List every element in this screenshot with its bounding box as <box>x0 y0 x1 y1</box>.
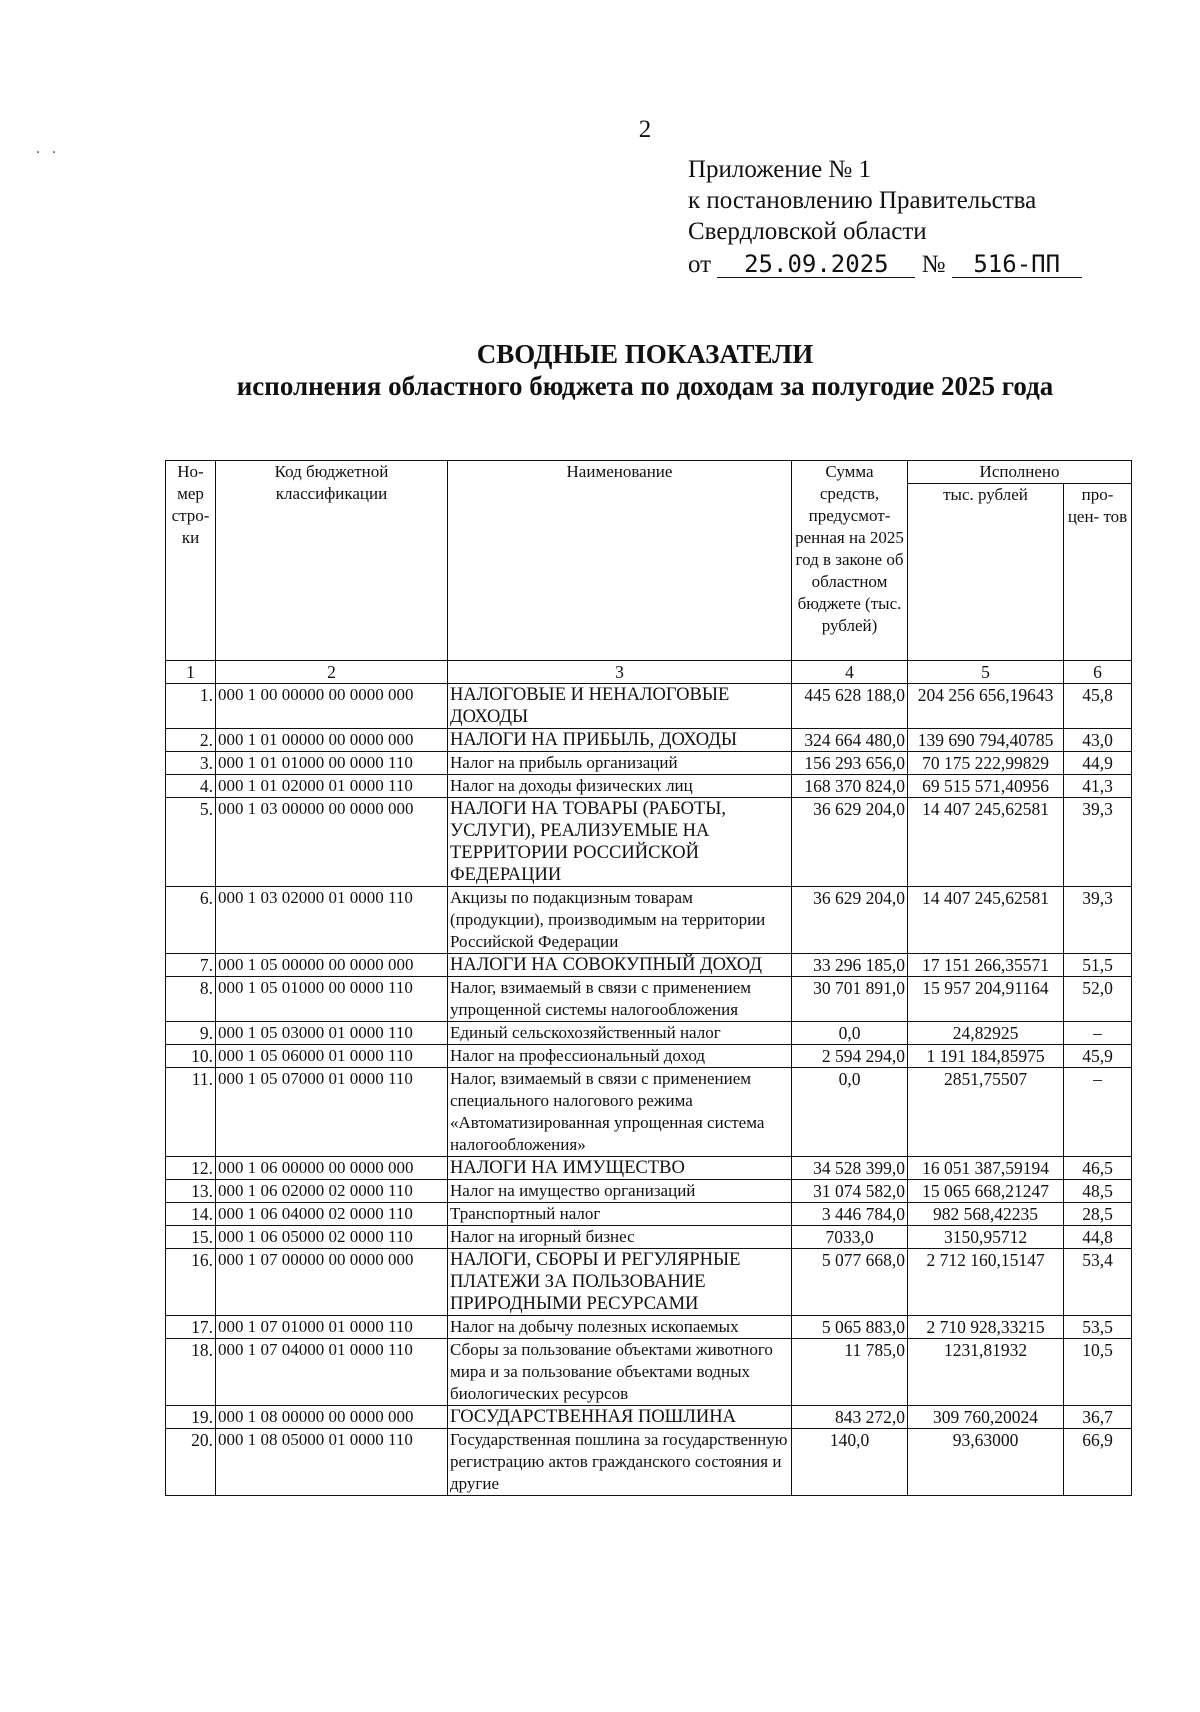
row-number: 12. <box>166 1157 216 1180</box>
executed-amount: 17 151 266,35571 <box>908 954 1064 977</box>
income-name: Сборы за пользование объектами животного мира и за пользование объектами водных биологических ресурсов <box>448 1339 792 1406</box>
budget-code: 000 1 01 01000 00 0000 110 <box>216 752 448 775</box>
table-row <box>166 1429 1132 1496</box>
column-number: 3 <box>448 661 792 684</box>
income-name: Единый сельскохозяйственный налог <box>448 1022 792 1045</box>
executed-amount: 15 065 668,21247 <box>908 1180 1064 1203</box>
table-row <box>166 1180 1132 1203</box>
table-row <box>166 729 1132 752</box>
table-row <box>166 752 1132 775</box>
from-label: от <box>688 251 712 278</box>
number-label: № <box>921 251 946 278</box>
planned-amount: 168 370 824,0 <box>792 775 908 798</box>
executed-percent: 53,4 <box>1064 1249 1132 1316</box>
table-row <box>166 1068 1132 1157</box>
appendix-date-line <box>688 249 1108 280</box>
table-row <box>166 684 1132 729</box>
executed-amount: 70 175 222,99829 <box>908 752 1064 775</box>
executed-amount: 24,82925 <box>908 1022 1064 1045</box>
planned-amount: 7033,0 <box>792 1226 908 1249</box>
executed-percent: 36,7 <box>1064 1406 1132 1429</box>
income-name: НАЛОГИ НА ИМУЩЕСТВО <box>448 1157 792 1180</box>
executed-amount: 1231,81932 <box>908 1339 1064 1406</box>
budget-code: 000 1 06 02000 02 0000 110 <box>216 1180 448 1203</box>
executed-percent: 48,5 <box>1064 1180 1132 1203</box>
planned-amount: 0,0 <box>792 1068 908 1157</box>
table-row <box>166 1339 1132 1406</box>
column-number: 5 <box>908 661 1064 684</box>
executed-amount: 309 760,20024 <box>908 1406 1064 1429</box>
income-name: Налог, взимаемый в связи с применением упрощенной системы налогообложения <box>448 977 792 1022</box>
row-number: 13. <box>166 1180 216 1203</box>
row-number: 16. <box>166 1249 216 1316</box>
column-number: 6 <box>1064 661 1132 684</box>
budget-code: 000 1 06 00000 00 0000 000 <box>216 1157 448 1180</box>
table-row <box>166 1157 1132 1180</box>
budget-code: 000 1 05 06000 01 0000 110 <box>216 1045 448 1068</box>
planned-amount: 30 701 891,0 <box>792 977 908 1022</box>
planned-amount: 5 065 883,0 <box>792 1316 908 1339</box>
executed-percent: 44,8 <box>1064 1226 1132 1249</box>
table-row <box>166 1226 1132 1249</box>
planned-amount: 156 293 656,0 <box>792 752 908 775</box>
table-row <box>166 954 1132 977</box>
executed-percent: 45,8 <box>1064 684 1132 729</box>
column-number: 1 <box>166 661 216 684</box>
executed-amount: 1 191 184,85975 <box>908 1045 1064 1068</box>
row-number: 4. <box>166 775 216 798</box>
table-row <box>166 1203 1132 1226</box>
appendix-line-2: к постановлению Правительства <box>688 187 1037 214</box>
executed-percent: 52,0 <box>1064 977 1132 1022</box>
planned-amount: 34 528 399,0 <box>792 1157 908 1180</box>
row-number: 20. <box>166 1429 216 1496</box>
row-number: 3. <box>166 752 216 775</box>
budget-code: 000 1 06 04000 02 0000 110 <box>216 1203 448 1226</box>
decree-date: 25.09.2025 <box>717 251 915 278</box>
executed-amount: 3150,95712 <box>908 1226 1064 1249</box>
income-name: Налог на добычу полезных ископаемых <box>448 1316 792 1339</box>
executed-percent: – <box>1064 1068 1132 1157</box>
row-number: 18. <box>166 1339 216 1406</box>
corner-marks: . . <box>36 140 60 157</box>
executed-amount: 204 256 656,19643 <box>908 684 1064 729</box>
executed-amount: 14 407 245,62581 <box>908 798 1064 887</box>
row-number: 6. <box>166 887 216 954</box>
planned-amount: 5 077 668,0 <box>792 1249 908 1316</box>
row-number: 8. <box>166 977 216 1022</box>
planned-amount: 3 446 784,0 <box>792 1203 908 1226</box>
budget-table <box>165 460 1132 1496</box>
executed-percent: 44,9 <box>1064 752 1132 775</box>
executed-percent: 28,5 <box>1064 1203 1132 1226</box>
row-number: 9. <box>166 1022 216 1045</box>
executed-amount: 2 710 928,33215 <box>908 1316 1064 1339</box>
executed-percent: – <box>1064 1022 1132 1045</box>
executed-percent: 45,9 <box>1064 1045 1132 1068</box>
table-row <box>166 1406 1132 1429</box>
title-main: СВОДНЫЕ ПОКАЗАТЕЛИ <box>476 339 814 369</box>
header-executed-percent: про- цен- тов <box>1064 484 1132 661</box>
header-planned: Сумма средств, предусмот- ренная на 2025 год в законе об областном бюджете (тыс. рублей) <box>792 461 908 661</box>
page-number: 2 <box>638 116 652 143</box>
income-name: Государственная пошлина за государственную регистрацию актов гражданского состояния и другие <box>448 1429 792 1496</box>
executed-percent: 66,9 <box>1064 1429 1132 1496</box>
planned-amount: 36 629 204,0 <box>792 798 908 887</box>
header-code: Код бюджетной классификации <box>216 461 448 661</box>
executed-amount: 15 957 204,91164 <box>908 977 1064 1022</box>
income-name: Налог на игорный бизнес <box>448 1226 792 1249</box>
executed-percent: 51,5 <box>1064 954 1132 977</box>
appendix-line-1: Приложение № 1 <box>688 156 872 183</box>
budget-code: 000 1 03 00000 00 0000 000 <box>216 798 448 887</box>
planned-amount: 324 664 480,0 <box>792 729 908 752</box>
row-number: 2. <box>166 729 216 752</box>
executed-percent: 39,3 <box>1064 798 1132 887</box>
header-row-number: Но- мер стро- ки <box>166 461 216 661</box>
budget-code: 000 1 03 02000 01 0000 110 <box>216 887 448 954</box>
column-number: 2 <box>216 661 448 684</box>
table-row <box>166 1249 1132 1316</box>
budget-code: 000 1 00 00000 00 0000 000 <box>216 684 448 729</box>
table-row <box>166 977 1132 1022</box>
income-name: НАЛОГИ НА СОВОКУПНЫЙ ДОХОД <box>448 954 792 977</box>
budget-code: 000 1 05 03000 01 0000 110 <box>216 1022 448 1045</box>
planned-amount: 2 594 294,0 <box>792 1045 908 1068</box>
executed-percent: 39,3 <box>1064 887 1132 954</box>
column-number-row <box>166 661 1132 684</box>
header-executed: Исполнено <box>908 461 1132 484</box>
executed-amount: 2 712 160,15147 <box>908 1249 1064 1316</box>
budget-code: 000 1 07 01000 01 0000 110 <box>216 1316 448 1339</box>
table-row <box>166 1022 1132 1045</box>
budget-code: 000 1 07 04000 01 0000 110 <box>216 1339 448 1406</box>
row-number: 19. <box>166 1406 216 1429</box>
planned-amount: 445 628 188,0 <box>792 684 908 729</box>
executed-amount: 93,63000 <box>908 1429 1064 1496</box>
header-executed-thousands: тыс. рублей <box>908 484 1064 661</box>
table-body <box>166 684 1132 1496</box>
budget-code: 000 1 01 02000 01 0000 110 <box>216 775 448 798</box>
title-sub: исполнения областного бюджета по доходам за полугодие 2025 года <box>236 371 1054 401</box>
planned-amount: 11 785,0 <box>792 1339 908 1406</box>
income-name: Транспортный налог <box>448 1203 792 1226</box>
appendix-line-3: Свердловской области <box>688 218 927 245</box>
table-row <box>166 887 1132 954</box>
budget-code: 000 1 01 00000 00 0000 000 <box>216 729 448 752</box>
row-number: 10. <box>166 1045 216 1068</box>
income-name: Налог на прибыль организаций <box>448 752 792 775</box>
header-name: Наименование <box>448 461 792 661</box>
planned-amount: 33 296 185,0 <box>792 954 908 977</box>
executed-percent: 46,5 <box>1064 1157 1132 1180</box>
column-number: 4 <box>792 661 908 684</box>
planned-amount: 0,0 <box>792 1022 908 1045</box>
executed-percent: 10,5 <box>1064 1339 1132 1406</box>
row-number: 15. <box>166 1226 216 1249</box>
budget-code: 000 1 08 05000 01 0000 110 <box>216 1429 448 1496</box>
executed-amount: 69 515 571,40956 <box>908 775 1064 798</box>
row-number: 1. <box>166 684 216 729</box>
executed-amount: 16 051 387,59194 <box>908 1157 1064 1180</box>
row-number: 14. <box>166 1203 216 1226</box>
decree-number: 516-ПП <box>952 251 1082 278</box>
budget-code: 000 1 08 00000 00 0000 000 <box>216 1406 448 1429</box>
budget-code: 000 1 07 00000 00 0000 000 <box>216 1249 448 1316</box>
executed-amount: 14 407 245,62581 <box>908 887 1064 954</box>
budget-code: 000 1 06 05000 02 0000 110 <box>216 1226 448 1249</box>
income-name: НАЛОГИ, СБОРЫ И РЕГУЛЯРНЫЕ ПЛАТЕЖИ ЗА ПОЛЬЗОВАНИЕ ПРИРОДНЫМИ РЕСУРСАМИ <box>448 1249 792 1316</box>
income-name: НАЛОГИ НА ПРИБЫЛЬ, ДОХОДЫ <box>448 729 792 752</box>
planned-amount: 843 272,0 <box>792 1406 908 1429</box>
executed-percent: 43,0 <box>1064 729 1132 752</box>
document-title <box>0 338 1200 402</box>
executed-percent: 53,5 <box>1064 1316 1132 1339</box>
income-name: Налог на имущество организаций <box>448 1180 792 1203</box>
executed-amount: 139 690 794,40785 <box>908 729 1064 752</box>
planned-amount: 36 629 204,0 <box>792 887 908 954</box>
table-row <box>166 775 1132 798</box>
executed-amount: 2851,75507 <box>908 1068 1064 1157</box>
row-number: 7. <box>166 954 216 977</box>
row-number: 5. <box>166 798 216 887</box>
executed-percent: 41,3 <box>1064 775 1132 798</box>
budget-code: 000 1 05 07000 01 0000 110 <box>216 1068 448 1157</box>
executed-amount: 982 568,42235 <box>908 1203 1064 1226</box>
row-number: 17. <box>166 1316 216 1339</box>
planned-amount: 31 074 582,0 <box>792 1180 908 1203</box>
table-row <box>166 798 1132 887</box>
income-name: ГОСУДАРСТВЕННАЯ ПОШЛИНА <box>448 1406 792 1429</box>
appendix-block <box>688 154 1108 280</box>
row-number: 11. <box>166 1068 216 1157</box>
table-row <box>166 1045 1132 1068</box>
planned-amount: 140,0 <box>792 1429 908 1496</box>
budget-code: 000 1 05 00000 00 0000 000 <box>216 954 448 977</box>
income-name: Акцизы по подакцизным товарам (продукции), производимым на территории Российской Федерации <box>448 887 792 954</box>
income-name: Налог на доходы физических лиц <box>448 775 792 798</box>
income-name: Налог, взимаемый в связи с применением специального налогового режима «Автоматизированная упрощенная система налогообложения» <box>448 1068 792 1157</box>
income-name: НАЛОГИ НА ТОВАРЫ (РАБОТЫ, УСЛУГИ), РЕАЛИЗУЕМЫЕ НА ТЕРРИТОРИИ РОССИЙСКОЙ ФЕДЕРАЦИИ <box>448 798 792 887</box>
income-name: Налог на профессиональный доход <box>448 1045 792 1068</box>
table-header-row-1 <box>166 461 1132 484</box>
table-row <box>166 1316 1132 1339</box>
income-name: НАЛОГОВЫЕ И НЕНАЛОГОВЫЕ ДОХОДЫ <box>448 684 792 729</box>
budget-code: 000 1 05 01000 00 0000 110 <box>216 977 448 1022</box>
